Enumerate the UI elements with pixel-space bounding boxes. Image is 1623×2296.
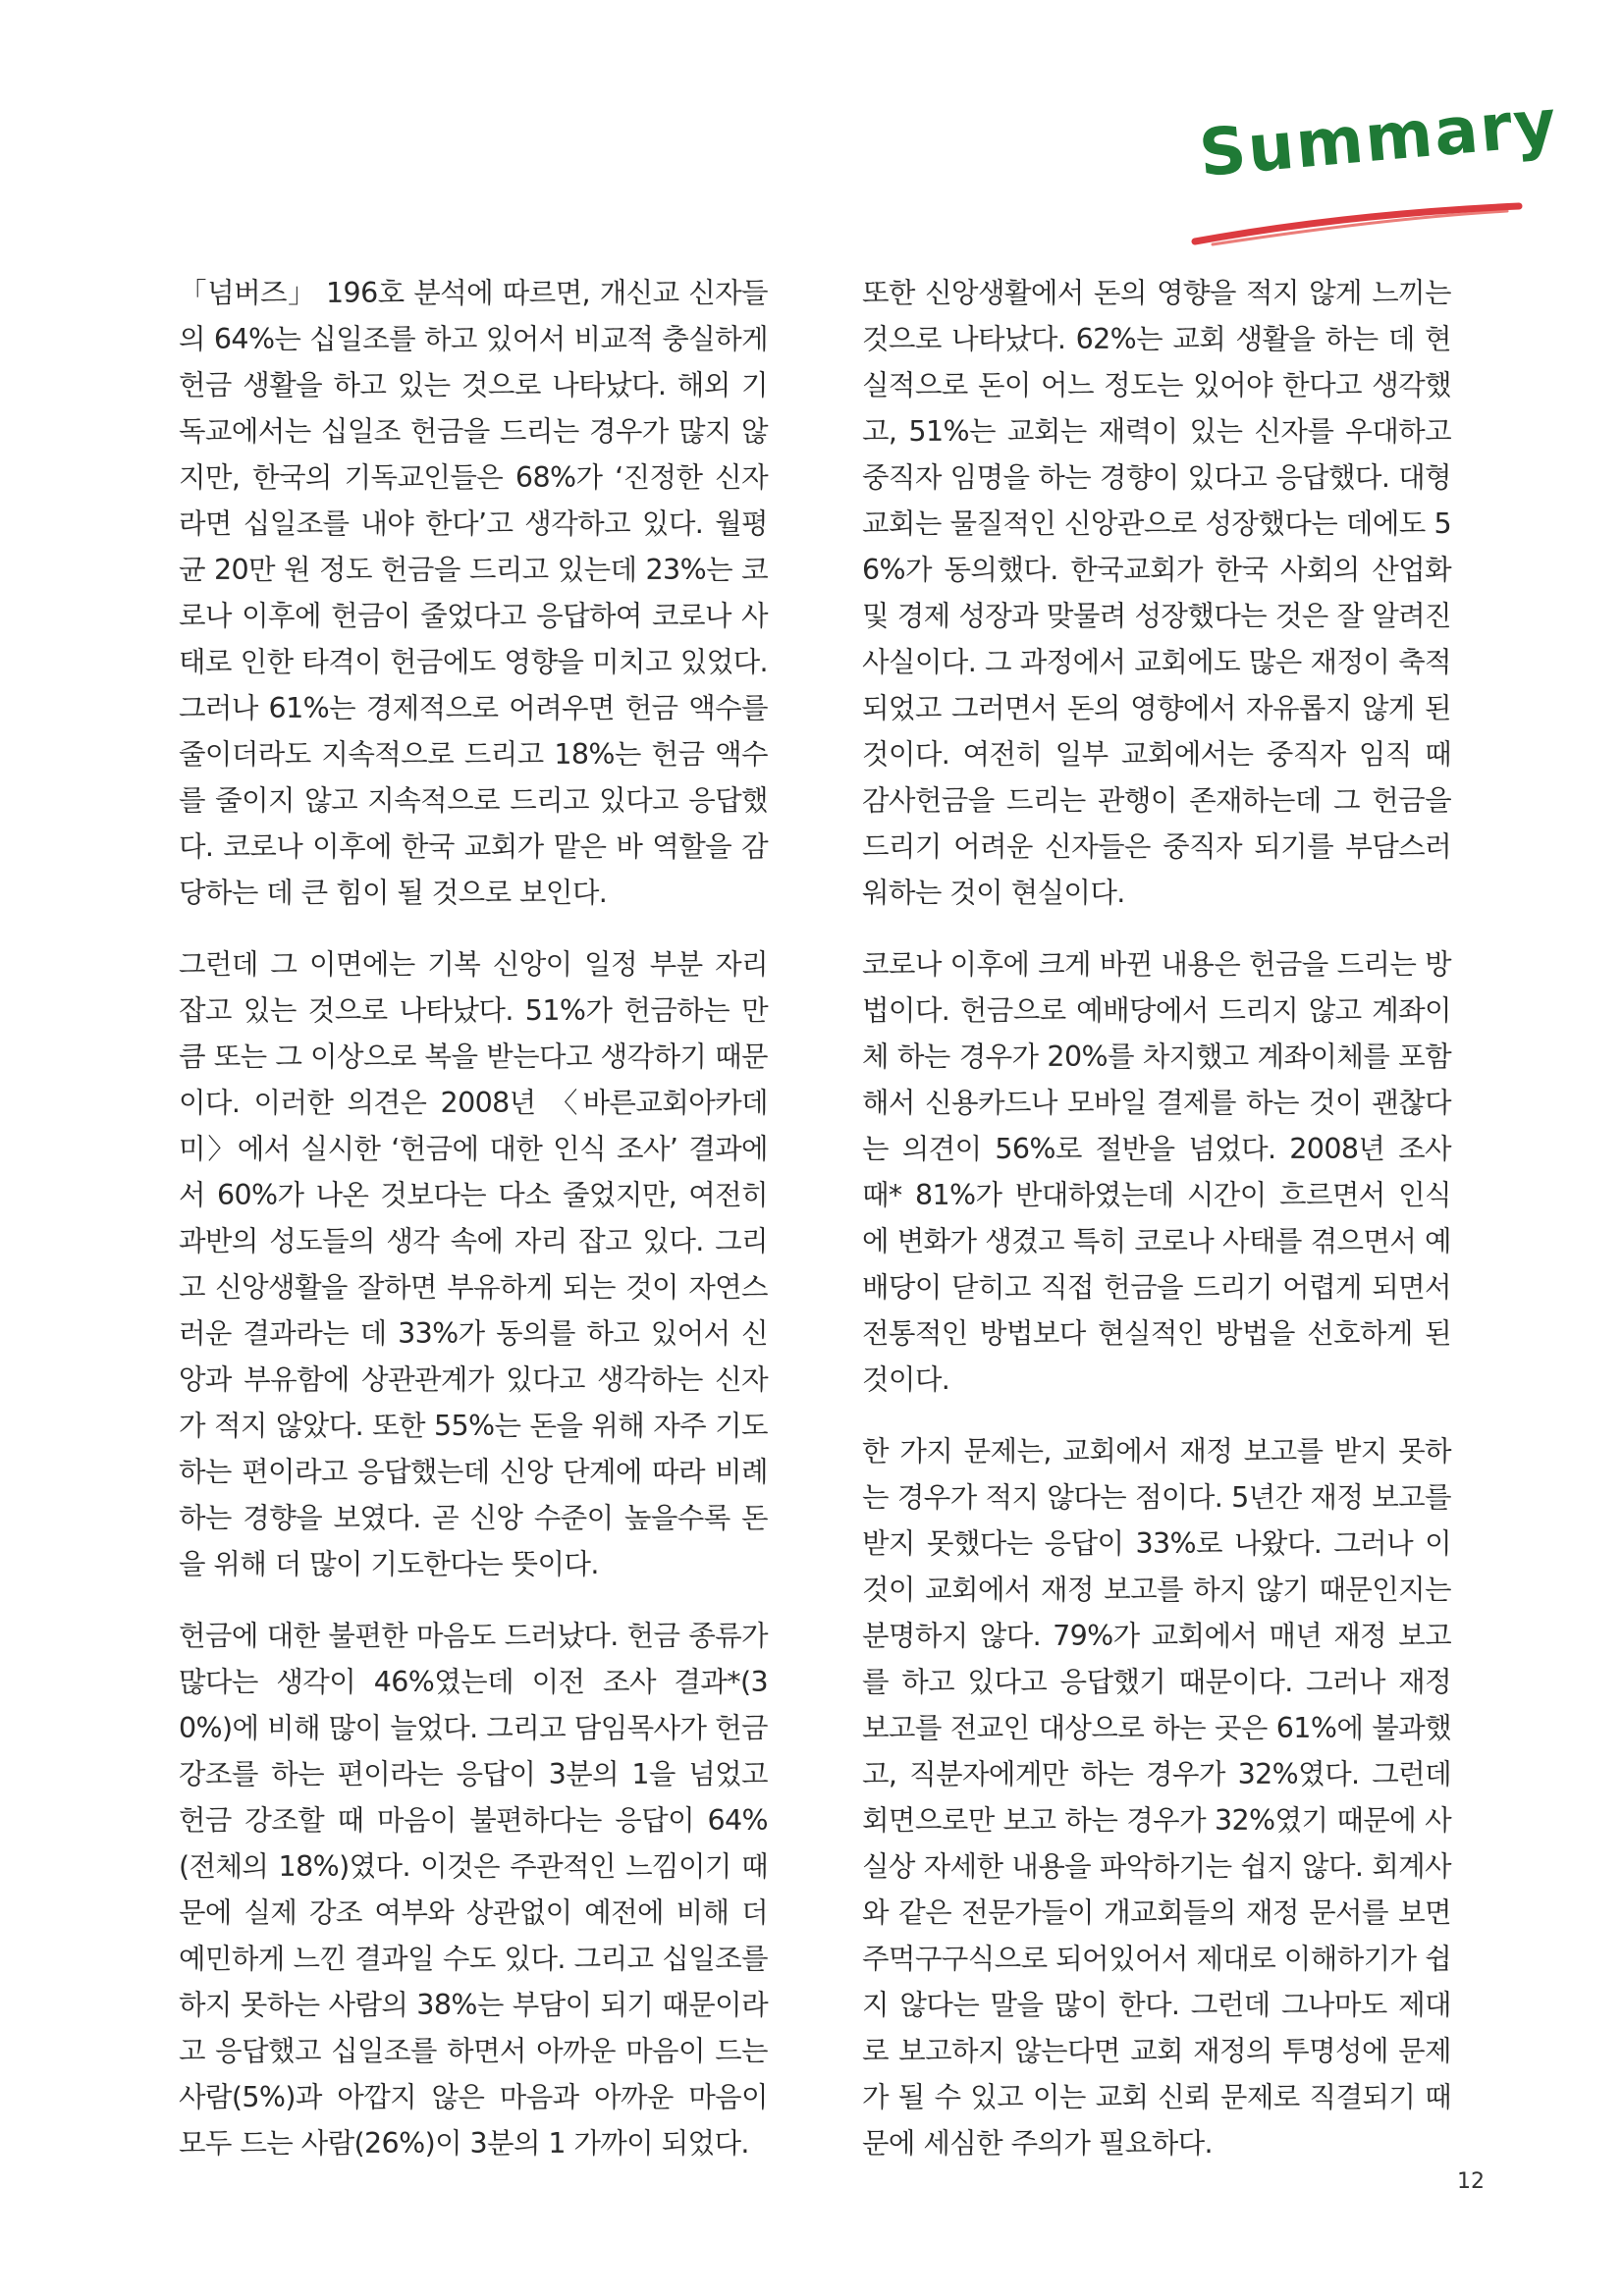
summary-title: Summary <box>1196 84 1561 191</box>
right-column <box>862 270 1451 2192</box>
paragraph: 코로나 이후에 크게 바뀐 내용은 헌금을 드리는 방법이다. 헌금으로 예배당에서 드리지 않고 계좌이체 하는 경우가 20%를 차지했고 계좌이체를 포함해서 신용카드나 모바일 결제를 하는 것이 괜찮다는 의견이 56%로 절반을 넘었다. 2008년 조사 때* 81%가 반대하였는데 시간이 흐르면서 인식에 변화가 생겼고 특히 코로나 사태를 겪으면서 예배당이 닫히고 직접 헌금을 드리기 어렵게 되면서 전통적인 방법보다 현실적인 방법을 선호하게 된 것이다. <box>862 948 1451 1396</box>
paragraph: 「넘버즈」 196호 분석에 따르면, 개신교 신자들의 64%는 십일조를 하고 있어서 비교적 충실하게 헌금 생활을 하고 있는 것으로 나타났다. 해외 기독교에서는 십일조 헌금을 드리는 경우가 많지 않지만, 한국의 기독교인들은 68%가 ‘진정한 신자라면 십일조를 내야 한다’고 생각하고 있다. 월평균 20만 원 정도 헌금을 드리고 있는데 23%는 코로나 이후에 헌금이 줄었다고 응답하여 코로나 사태로 인한 타격이 헌금에도 영향을 미치고 있었다. 그러나 61%는 경제적으로 어려우면 헌금 액수를 줄이더라도 지속적으로 드리고 18%는 헌금 액수를 줄이지 않고 지속적으로 드리고 있다고 응답했다. 코로나 이후에 한국 교회가 맡은 바 역할을 감당하는 데 큰 힘이 될 것으로 보인다. <box>179 277 768 909</box>
left-column <box>179 270 768 2192</box>
page-number: 12 <box>1457 2169 1485 2194</box>
paragraph: 한 가지 문제는, 교회에서 재정 보고를 받지 못하는 경우가 적지 않다는 점이다. 5년간 재정 보고를 받지 못했다는 응답이 33%로 나왔다. 그러나 이것이 교회에서 재정 보고를 하지 않기 때문인지는 분명하지 않다. 79%가 교회에서 매년 재정 보고를 하고 있다고 응답했기 때문이다. 그러나 재정 보고를 전교인 대상으로 하는 곳은 61%에 불과했고, 직분자에게만 하는 경우가 32%였다. 그런데 회면으로만 보고 하는 경우가 32%였기 때문에 사실상 자세한 내용을 파악하기는 쉽지 않다. 회계사와 같은 전문가들이 개교회들의 재정 문서를 보면 주먹구구식으로 되어있어서 제대로 이해하기가 쉽지 않다는 말을 많이 한다. 그런데 그나마도 제대로 보고하지 않는다면 교회 재정의 투명성에 문제가 될 수 있고 이는 교회 신뢰 문제로 직결되기 때문에 세심한 주의가 필요하다. <box>862 1435 1451 2160</box>
paragraph: 헌금에 대한 불편한 마음도 드러났다. 헌금 종류가 많다는 생각이 46%였는데 이전 조사 결과*(30%)에 비해 많이 늘었다. 그리고 담임목사가 헌금 강조를 하는 편이라는 응답이 3분의 1을 넘었고 헌금 강조할 때 마음이 불편하다는 응답이 64%(전체의 18%)였다. 이것은 주관적인 느낌이기 때문에 실제 강조 여부와 상관없이 예전에 비해 더 예민하게 느낀 결과일 수도 있다. 그리고 십일조를 하지 못하는 사람의 38%는 부담이 되기 때문이라고 응답했고 십일조를 하면서 아까운 마음이 드는 사람(5%)과 아깝지 않은 마음과 아까운 마음이 모두 드는 사람(26%)이 3분의 1 가까이 되었다. <box>179 1620 768 2160</box>
paragraph: 또한 신앙생활에서 돈의 영향을 적지 않게 느끼는 것으로 나타났다. 62%는 교회 생활을 하는 데 현실적으로 돈이 어느 정도는 있어야 한다고 생각했고, 51%는 교회는 재력이 있는 신자를 우대하고 중직자 임명을 하는 경향이 있다고 응답했다. 대형교회는 물질적인 신앙관으로 성장했다는 데에도 56%가 동의했다. 한국교회가 한국 사회의 산업화 및 경제 성장과 맞물려 성장했다는 것은 잘 알려진 사실이다. 그 과정에서 교회에도 많은 재정이 축적되었고 그러면서 돈의 영향에서 자유롭지 않게 된 것이다. 여전히 일부 교회에서는 중직자 임직 때 감사헌금을 드리는 관행이 존재하는데 그 헌금을 드리기 어려운 신자들은 중직자 되기를 부담스러워하는 것이 현실이다. <box>862 277 1451 909</box>
paragraph: 그런데 그 이면에는 기복 신앙이 일정 부분 자리 잡고 있는 것으로 나타났다. 51%가 헌금하는 만큼 또는 그 이상으로 복을 받는다고 생각하기 때문이다. 이러한 의견은 2008년 〈바른교회아카데미〉에서 실시한 ‘헌금에 대한 인식 조사’ 결과에서 60%가 나온 것보다는 다소 줄었지만, 여전히 과반의 성도들의 생각 속에 자리 잡고 있다. 그리고 신앙생활을 잘하면 부유하게 되는 것이 자연스러운 결과라는 데 33%가 동의를 하고 있어서 신앙과 부유함에 상관관계가 있다고 생각하는 신자가 적지 않았다. 또한 55%는 돈을 위해 자주 기도하는 편이라고 응답했는데 신앙 단계에 따라 비례하는 경향을 보였다. 곧 신앙 수준이 높을수록 돈을 위해 더 많이 기도한다는 뜻이다. <box>179 948 768 1580</box>
summary-logo <box>1173 84 1561 263</box>
